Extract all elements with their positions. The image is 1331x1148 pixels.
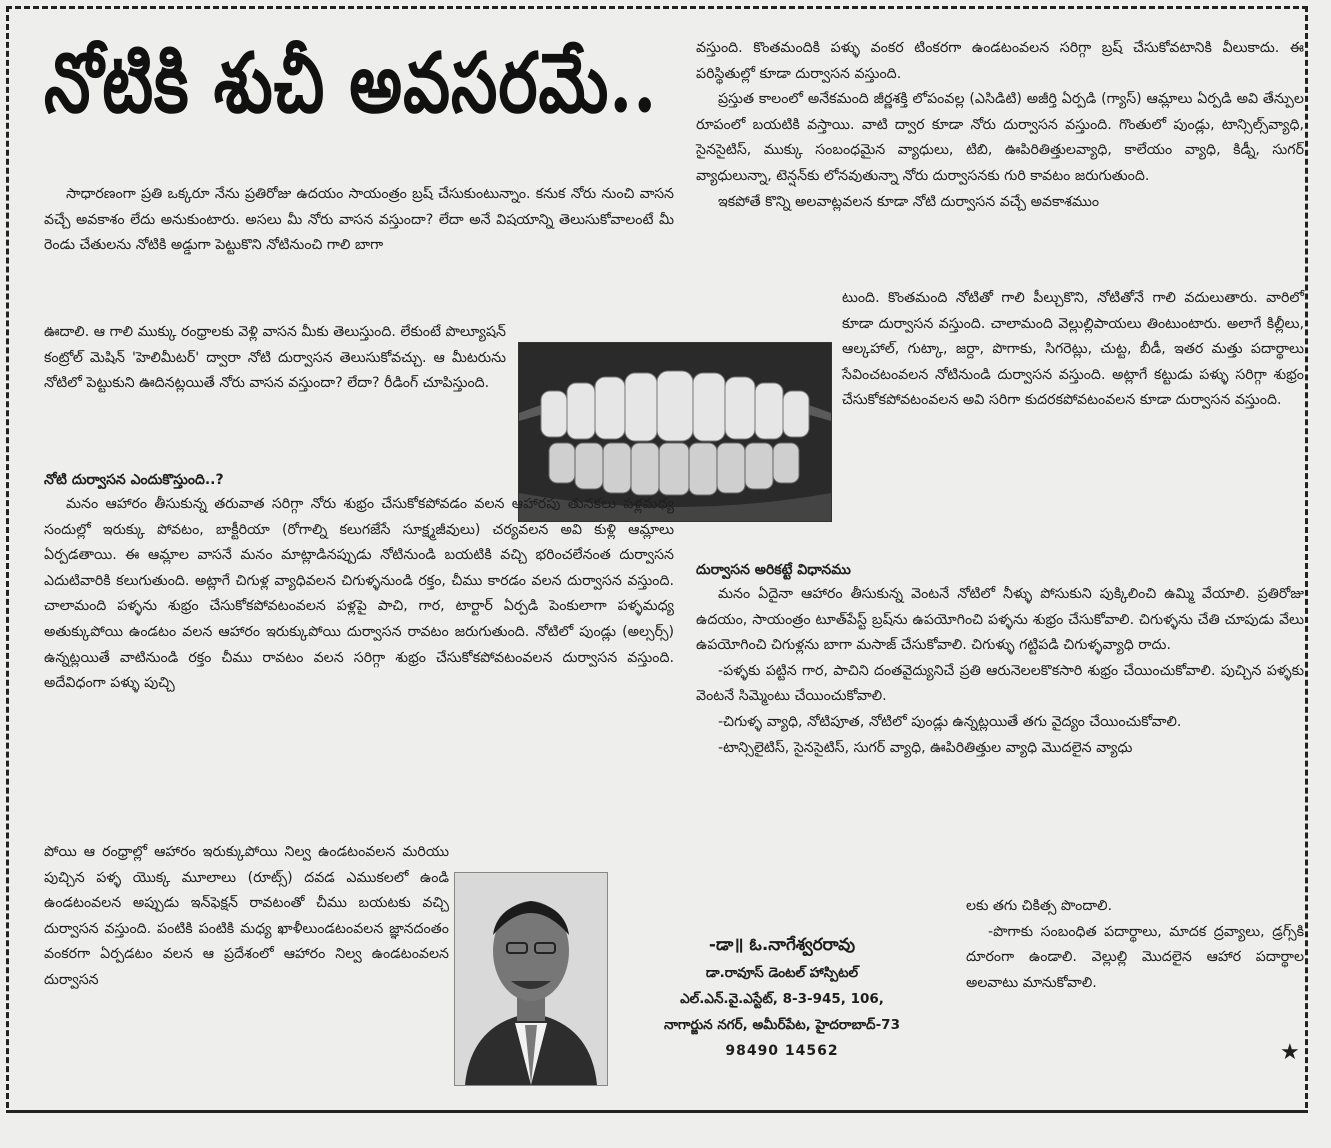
end-star-icon: ★ — [1280, 1040, 1300, 1065]
right-column-bottom — [966, 894, 1304, 996]
paragraph: వస్తుంది. కొంతమందికి పళ్ళు వంకర టింకరగా ఉండటంవలన సరిగ్గా బ్రష్ చేసుకోవటానికి వీలుకాదు. ఈ పరిస్థితుల్లో కూడా దుర్వాసన వస్తుంది. — [696, 40, 1304, 82]
right-column-top — [696, 36, 1304, 215]
paragraph: సాధారణంగా ప్రతి ఒక్కరూ నేను ప్రతిరోజు ఉదయం సాయంత్రం బ్రష్ చేసుకుంటున్నాం. కనుక నోరు నుంచి వాసన వచ్చే అవకాశం లేదు అనుకుంటారు. అసలు మీ నోరు వాసన వస్తుందా? లేదా అనే విషయాన్ని తెలుసుకోవాలంటే మీ రెండు చేతులను నోటికి అడ్డుగా పెట్టుకొని నోటినుంచి గాలి బాగా — [44, 186, 674, 254]
article-headline: నోటికి శుచీ అవసరమే.. — [44, 33, 658, 132]
bottom-rule — [6, 1110, 1308, 1113]
right-column-middle — [842, 286, 1304, 414]
paragraph: -పొగాకు సంబంధిత పదార్థాలు, మాదక ద్రవ్యాలు, డ్రగ్స్‌కి దూరంగా ఉండాలి. వెల్లుల్లి మొదలైన ఆహార పదార్థాల అలవాటు మానుకోవాలి. — [966, 923, 1304, 991]
paragraph: లకు తగు చికిత్స పొందాలి. — [966, 898, 1113, 914]
paragraph: పోయి ఆ రంధ్రాల్లో ఆహారం ఇరుక్కుపోయి నిల్వ ఉండటంవలన మరియు పుచ్చిన పళ్ళ యొక్క మూలాలు (రూట్స్) దవడ ఎముకలలో ఉండి ఉండటంవలన అప్పుడు ఇన్‌ఫెక్షన్ రావటంతో చీము బయటకు వచ్చి దుర్వాసన వస్తుంది. పంటికి పంటికి మధ్య ఖాళీలుండటంవలన జ్ఞానదంతం వంకరగా ఏర్పడటం వలన ఆ ప్రదేశంలో ఆహారం నిల్వ ఉండటంవలన దుర్వాసన — [44, 844, 449, 988]
paragraph: టుంది. కొంతమంది నోటితో గాలి పీల్చుకొని, నోటితోనే గాలి వదులుతారు. వారిలో కూడా దుర్వాసన వస్తుంది. చాలామంది వెల్లుల్లిపాయలు తింటుంటారు. అలాగే కిల్లీలు, ఆల్కహాల్, గుట్కా, జర్దా, పొగాకు, సిగరెట్లు, చుట్ట, బీడీ, ఇతర మత్తు పదార్థాలు సేవించటంవలన నోటినుండి దుర్వాసన వస్తుంది. అట్లాగే కట్టుడు పళ్ళు సరిగ్గా శుభ్రం చేసుకోకపోవటంవలన అవి సరిగా కుదరకపోవటంవలన కూడా దుర్వాసన వస్తుంది. — [842, 290, 1304, 409]
paragraph: ప్రస్తుత కాలంలో అనేకమంది జీర్ణశక్తి లోపంవల్ల (ఎసిడిటి) అజీర్తి ఏర్పడి (గ్యాస్) ఆమ్లాలు ఏర్పడి అవి తేన్పుల రూపంలో బయటికి వస్తాయి. వాటి ద్వార కూడా నోరు దుర్వాసన వస్తుంది. గొంతులో పుండ్లు, టాన్సిల్స్‌వ్యాధి, సైనసైటిస్, ముక్కు సంబంధమైన వ్యాధులు, టిబి, ఊపిరితిత్తులవ్యాధి, కాలేయం వ్యాధి, కిడ్నీ, సుగర్ వ్యాధులున్నా, టెన్షన్‌కు లోనవుతున్నా నోరు దుర్వాసనకు గురి కావటం జరుగుతుంది. — [696, 91, 1304, 184]
author-name: -డా॥ ఓ.నాగేశ్వరరావు — [708, 935, 856, 955]
paragraph: -చిగుళ్ళ వ్యాధి, నోటిపూత, నోటిలో పుండ్లు ఉన్నట్లయితే తగు వైద్యం చేయించుకోవాలి. — [718, 713, 1182, 730]
section-heading-causes: నోటి దుర్వాసన ఎందుకొస్తుంది..? — [44, 472, 224, 488]
phone-number: 98490 14562 — [725, 1043, 839, 1059]
paragraph: ఇకపోతే కొన్ని అలవాట్లవలన కూడా నోటి దుర్వాసన వచ్చే అవకాశముం — [718, 193, 1100, 210]
section-heading-prevention: దుర్వాసన అరికట్టే విధానము — [696, 562, 851, 578]
left-column-middle — [44, 320, 506, 397]
paragraph: ఊదాలి. ఆ గాలి ముక్కు రంధ్రాలకు వెళ్లి వాసన మీకు తెలుస్తుంది. లేకుంటే పొల్యూషన్ కంట్రోల్ మెషిన్ 'హెలిమీటర్' ద్వారా నోటి దుర్వాసన తెలుసుకోవచ్చు. ఆ మీటరును నోటిలో పెట్టుకుని ఊదినట్లయితే నోరు వాసన వస్తుందా? లేదా? రీడింగ్ చూపిస్తుంది. — [44, 324, 506, 392]
right-column-lower — [696, 556, 1304, 761]
paragraph: మనం ఏదైనా ఆహారం తీసుకున్న వెంటనే నోటిలో నీళ్ళు పోసుకుని పుక్కిలించి ఉమ్మి వేయాలి. ప్రతిరోజు ఉదయం, సాయంత్రం టూత్‌పేస్ట్ బ్రష్‌ను ఉపయోగించి పళ్ళను శుభ్రం చేసుకోవాలి. చిగుళ్ళను చేతి చూపుడు వేలు ఉపయోగించి చిగుళ్లను బాగా మసాజ్ చేసుకోవాలి. చిగుళ్ళు గట్టిపడి చిగుళ్ళవ్యాధి రాదు. — [696, 586, 1304, 654]
paragraph: మనం ఆహారం తీసుకున్న తరువాత సరిగ్గా నోరు శుభ్రం చేసుకోకపోవడం వలన ఆహారపు తునకలు పళ్లమధ్య సందుల్లో ఇరుక్కు పోవటం, బాక్టీరియా (రోగాల్ని కలుగజేసే సూక్ష్మజీవులు) చర్యవలన అవి కుళ్లి ఆమ్లాలు ఏర్పడతాయి. ఈ ఆమ్లాల వాసనే మనం మాట్లాడినప్పుడు నోటినుండి బయటికి వచ్చి భరించలేనంత దుర్వాసన ఎదుటివారికి కలుగుతుంది. అట్లాగే చిగుళ్ల వ్యాధివలన చిగుళ్ళనుండి రక్తం, చీము కారడం వలన దుర్వాసన వస్తుంది. చాలామంది పళ్ళను శుభ్రం చేసుకోకపోవటంవలన పళ్లపై పాచి, గార, టార్టార్ ఏర్పడి పెంకులాగా పళ్ళమధ్య అతుక్కుపోయి ఉండటం వలన ఆహారం ఇరుక్కుపోయి దుర్వాసన రావటం జరుగుతుంది. నోటిలో పుండ్లు (అల్సర్స్) ఉన్నట్లయితే వాటినుండి రక్తం చీము రావటం వలన సరిగ్గా శుభ్రం చేసుకోకపోవటంవలన దుర్వాసన వస్తుంది. అదేవిధంగా పళ్ళు పుచ్చి — [44, 496, 674, 692]
left-column-lower — [44, 466, 674, 697]
hospital-name: డా.రావూస్ డెంటల్ హాస్పిటల్ — [705, 965, 859, 981]
author-byline — [612, 930, 952, 1064]
paragraph: -టాన్సిలైటిస్, సైనసైటిస్, సుగర్ వ్యాధి, ఊపిరితిత్తుల వ్యాధి మొదలైన వ్యాధు — [718, 739, 1133, 756]
address-line-2: నాగార్జున నగర్, అమీర్‌పేట, హైదరాబాద్-73 — [664, 1017, 900, 1033]
author-portrait — [455, 873, 607, 1085]
author-photo — [454, 872, 608, 1086]
left-column-top — [44, 182, 674, 259]
paragraph: -పళ్ళకు పట్టిన గార, పాచిని దంతవైద్యునిచే ప్రతి ఆరునెలలకొకసారి శుభ్రం చేయించుకోవాలి. పుచ్చిన పళ్ళకు వెంటనే సిమ్మెంటు చేయించుకోవాలి. — [696, 662, 1304, 705]
address-line-1: ఎల్.ఎన్.వై.ఎస్టేట్, 8-3-945, 106, — [680, 991, 884, 1007]
left-column-bottom — [44, 840, 449, 994]
